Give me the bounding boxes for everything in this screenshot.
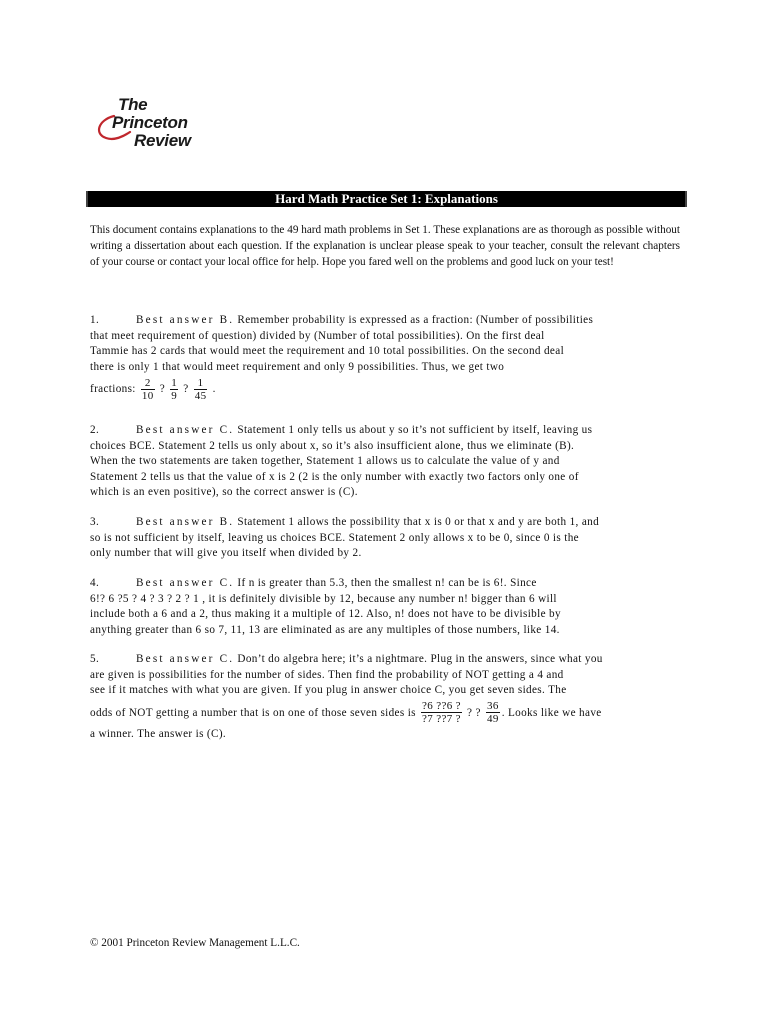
answer-3: [90, 515, 680, 562]
answer-line: that meet requirement of question) divided by (Number of total possibilities). On the first deal: [90, 329, 545, 342]
answer-4: [90, 576, 680, 638]
answer-line: Statement 2 tells us that the value of x is 2 (2 is the only number with exactly two factors only one of: [90, 470, 579, 483]
logo-line-the: The: [118, 95, 148, 114]
answer-line: When the two statements are taken together, Statement 1 allows us to calculate the value of y and: [90, 455, 560, 467]
answer-number: 4.: [90, 577, 100, 589]
answer-line: 4. Best answer C. If n is greater than 5.3, then the smallest n! can be is 6!. Since: [90, 576, 680, 592]
answer-line: 3. Best answer B. Statement 1 allows the possibility that x is 0 or that x and y are both 1, and: [90, 515, 680, 531]
copyright-footer: © 2001 Princeton Review Management L.L.C.: [90, 937, 300, 949]
logo-line-princeton: Princeton: [112, 113, 188, 132]
answer-1: [90, 313, 680, 403]
answer-5: [90, 652, 680, 742]
answer-number: 1.: [90, 314, 100, 326]
intro-paragraph: This document contains explanations to the 49 hard math problems in Set 1. These explanations are as thorough as possible without writing a dissertation about each question. If the explanation is unclear please speak to your teacher, consult the relevant chapters of your course or contact your local office for help. Hope you fared well on the problems and good luck on your test!: [90, 224, 680, 268]
answer-line: so is not sufficient by itself, leaving us choices BCE. Statement 2 only allows x to be 0, since 0 is the: [90, 531, 579, 544]
fraction: $\frac{1}{45}$: [194, 376, 207, 402]
best-answer: Best answer C.: [136, 653, 235, 665]
fraction: $\frac{?6 ??6 ?}{?7 ??7 ?}$: [422, 700, 461, 726]
answer-line: Tammie has 2 cards that would meet the requirement and 10 total possibilities. On the second deal: [90, 345, 565, 357]
best-answer: Best answer B.: [136, 314, 235, 326]
princeton-review-logo: [90, 94, 220, 156]
answer-number: 2.: [90, 424, 100, 436]
answer-line: 1. Best answer B. Remember probability is expressed as a fraction: (Number of possibilities: [90, 313, 680, 329]
answer-line: which is an even positive), so the correct answer is (C).: [90, 486, 358, 498]
answer-line: there is only 1 that would meet requirement and only 9 possibilities. Thus, we get two: [90, 360, 505, 373]
answer-line: 2. Best answer C. Statement 1 only tells us about y so it’s not sufficient by itself, leaving us: [90, 423, 680, 439]
equation-line: fractions: $\frac{2}{10}$ ? $\frac{1}{9}$ ? $\frac{1}{45}$ .: [90, 376, 216, 402]
answer-line: are given is possibilities for the number of sides. Then find the probability of NOT getting a 4 and: [90, 668, 564, 681]
answer-number: 3.: [90, 516, 100, 528]
best-answer: Best answer C.: [136, 577, 235, 589]
answer-line: 6!? 6 ?5 ? 4 ? 3 ? 2 ? 1 , it is definitely divisible by 12, because any number n! bigger than 6 will: [90, 592, 557, 605]
document-title: Hard Math Practice Set 1: Explanations: [86, 191, 687, 207]
answer-line: a winner. The answer is (C).: [90, 727, 227, 740]
answer-line: include both a 6 and a 2, thus making it a multiple of 12. Also, n! does not have to be divisible by: [90, 608, 561, 620]
answer-2: [90, 423, 680, 501]
fraction: $\frac{1}{9}$: [171, 376, 178, 402]
answer-number: 5.: [90, 653, 100, 665]
answer-line: choices BCE. Statement 2 tells us only about x, so it’s also insufficient alone, thus we eliminate (B).: [90, 439, 575, 452]
best-answer: Best answer B.: [136, 516, 235, 528]
equation-line: odds of NOT getting a number that is on one of those seven sides is $\frac{?6 ??6 ?}{?7 ??7 ?}$ ? ? $\frac{36}{49}$ . Looks like we have: [90, 700, 602, 726]
fraction: $\frac{36}{49}$: [486, 700, 499, 726]
fraction: $\frac{2}{10}$: [141, 376, 154, 402]
best-answer: Best answer C.: [136, 424, 235, 436]
answer-line: anything greater than 6 so 7, 11, 13 are eliminated as are any multiples of those numbers, like 14.: [90, 623, 560, 636]
logo-line-review: Review: [134, 131, 191, 150]
answer-line: see if it matches with what you are given. If you plug in answer choice C, you get seven sides. The: [90, 684, 567, 696]
answer-line: 5. Best answer C. Don’t do algebra here; it’s a nightmare. Plug in the answers, since what you: [90, 652, 680, 668]
answer-line: only number that will give you itself when divided by 2.: [90, 547, 362, 559]
